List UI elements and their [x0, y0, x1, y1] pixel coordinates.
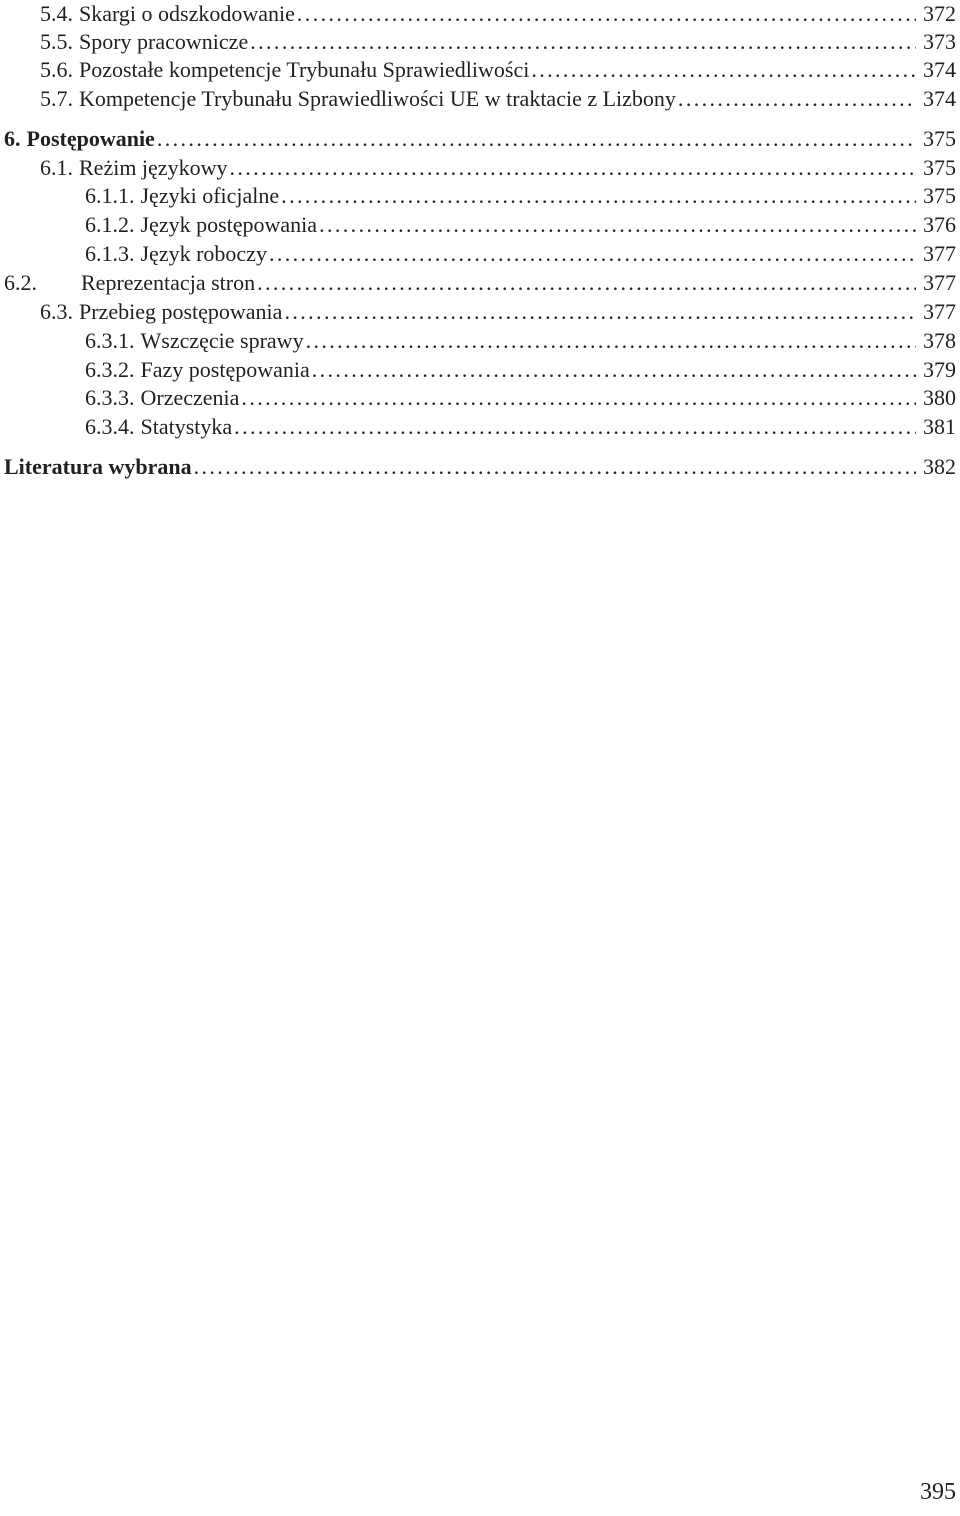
- toc-entry: [0, 327, 956, 355]
- dot-leader: [267, 240, 916, 268]
- toc-entry-title: Fazy postępowania: [140, 357, 310, 382]
- toc-entry: [0, 211, 956, 239]
- toc-entry-number: 6.3.1.: [85, 328, 135, 353]
- toc-entry-title: Skargi o odszkodowanie: [79, 1, 295, 26]
- toc-entry: [0, 356, 956, 384]
- toc-entry: [0, 0, 956, 28]
- toc-entry-page: 377: [923, 270, 956, 295]
- toc-entry-number: 6.1.2.: [85, 212, 135, 237]
- dot-leader: [317, 211, 916, 239]
- toc-entry-page: 373: [923, 29, 956, 54]
- toc-entry-title: Wszczęcie sprawy: [140, 328, 304, 353]
- dot-leader: [239, 384, 916, 412]
- toc-entry: [0, 384, 956, 412]
- toc-entry: [0, 413, 956, 441]
- toc-entry-number: 5.4.: [40, 1, 73, 26]
- dot-leader: [255, 269, 916, 297]
- toc-entry-page: 378: [923, 328, 956, 353]
- toc-entry-page: 375: [923, 155, 956, 180]
- toc-entry-title: Reżim językowy: [79, 155, 228, 180]
- dot-leader: [192, 453, 916, 481]
- toc-entry-title: Przebieg postępowania: [79, 299, 283, 324]
- toc-entry: [0, 85, 956, 113]
- toc-entry: [0, 269, 956, 297]
- dot-leader: [248, 28, 916, 56]
- toc-entry-title: Postępowanie: [26, 126, 155, 151]
- toc-entry-title: Spory pracownicze: [79, 29, 249, 54]
- toc-entry-page: 381: [923, 414, 956, 439]
- toc-entry: [0, 154, 956, 182]
- dot-leader: [279, 182, 916, 210]
- toc-entry-page: 377: [923, 241, 956, 266]
- toc-entry-number: 6.3.: [40, 299, 73, 324]
- toc-entry-number: 6.3.3.: [85, 385, 135, 410]
- toc-entry-page: 382: [923, 454, 956, 479]
- toc-entry-number: 6.1.3.: [85, 241, 135, 266]
- dot-leader: [529, 56, 916, 84]
- toc-entry-number: 6.1.1.: [85, 183, 135, 208]
- page-number: 395: [920, 1479, 956, 1505]
- toc-entry-title: Język roboczy: [140, 241, 267, 266]
- toc-entry-number: 5.5.: [40, 29, 73, 54]
- toc-entry-number: 5.6.: [40, 57, 73, 82]
- toc-entry-number: 6.3.4.: [85, 414, 135, 439]
- toc-entry-title: Orzeczenia: [140, 385, 240, 410]
- dot-leader: [227, 154, 916, 182]
- toc-entry: [0, 182, 956, 210]
- toc-entry-title: Język postępowania: [140, 212, 318, 237]
- toc-entry-title: Reprezentacja stron: [81, 270, 256, 295]
- dot-leader: [304, 327, 916, 355]
- toc-entry-page: 374: [923, 57, 956, 82]
- toc-entry-number: 6.3.2.: [85, 357, 135, 382]
- toc-entry-page: 375: [923, 183, 956, 208]
- dot-leader: [295, 0, 916, 28]
- toc-entry-title: Literatura wybrana: [4, 454, 192, 479]
- toc-entry-title: Statystyka: [140, 414, 233, 439]
- toc-entry-page: 372: [923, 1, 956, 26]
- dot-leader: [232, 413, 916, 441]
- toc-entry-page: 376: [923, 212, 956, 237]
- dot-leader: [155, 125, 916, 153]
- toc-entry-title: Kompetencje Trybunału Sprawiedliwości UE w traktacie z Lizbony: [79, 86, 676, 111]
- toc-entry: [0, 56, 956, 84]
- toc-entry-page: 380: [923, 385, 956, 410]
- dot-leader: [282, 298, 916, 326]
- toc-entry-number: 6.1.: [40, 155, 73, 180]
- toc-entry-page: 374: [923, 86, 956, 111]
- toc-entry-number: 5.7.: [40, 86, 73, 111]
- toc-entry: [0, 125, 956, 153]
- toc-entry: [0, 240, 956, 268]
- toc-entry-title: Pozostałe kompetencje Trybunału Sprawiedliwości: [79, 57, 530, 82]
- toc-entry-page: 375: [923, 126, 956, 151]
- dot-leader: [676, 85, 916, 113]
- toc-entry: [0, 28, 956, 56]
- toc-entry: [0, 298, 956, 326]
- toc-entry-page: 379: [923, 357, 956, 382]
- toc-entry-number: 6.2.: [4, 270, 37, 295]
- toc-entry-number: 6.: [4, 126, 21, 151]
- dot-leader: [310, 356, 916, 384]
- toc-entry: [0, 453, 956, 481]
- toc-entry-title: Języki oficjalne: [140, 183, 280, 208]
- toc-entry-page: 377: [923, 299, 956, 324]
